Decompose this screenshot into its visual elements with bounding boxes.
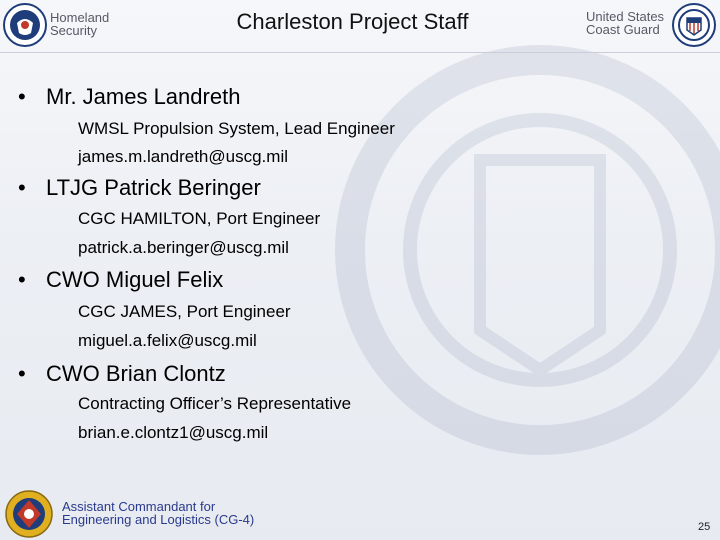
coast-guard-watermark-icon — [330, 30, 720, 470]
bullet-marker: • — [18, 361, 26, 386]
staff-name-item — [18, 84, 240, 110]
staff-name: Mr. James Landreth — [46, 84, 241, 109]
bullet-marker: • — [18, 84, 26, 109]
staff-role: Contracting Officer’s Representative — [78, 394, 352, 413]
staff-name: CWO Miguel Felix — [46, 267, 224, 292]
staff-name: LTJG Patrick Beringer — [46, 175, 261, 200]
staff-email[interactable]: brian.e.clontz1@uscg.mil — [78, 423, 269, 442]
bullet-marker: • — [18, 267, 26, 292]
cg4-seal-icon — [5, 490, 53, 538]
dhs-seal-icon — [3, 3, 47, 47]
dhs-org-line-1: Homeland — [50, 10, 110, 25]
uscg-seal-icon — [672, 3, 716, 47]
uscg-org-line-2: Coast Guard — [586, 22, 660, 37]
staff-email[interactable]: miguel.a.felix@uscg.mil — [78, 331, 257, 350]
footer-org-line-1: Assistant Commandant for — [62, 499, 216, 514]
dhs-org-line-2: Security — [50, 23, 97, 38]
staff-name-item — [18, 267, 223, 293]
staff-name-item — [18, 175, 261, 201]
staff-role: CGC HAMILTON, Port Engineer — [78, 209, 321, 228]
staff-name: CWO Brian Clontz — [46, 361, 226, 386]
footer-org-label — [62, 500, 254, 526]
staff-email[interactable]: james.m.landreth@uscg.mil — [78, 147, 288, 166]
page-title: Charleston Project Staff — [236, 9, 469, 34]
staff-name-item — [18, 361, 226, 387]
page-number: 25 — [698, 521, 711, 533]
uscg-org-line-1: United States — [586, 9, 665, 24]
footer-org-line-2: Engineering and Logistics (CG-4) — [62, 512, 255, 527]
staff-role: WMSL Propulsion System, Lead Engineer — [78, 119, 395, 138]
staff-role: CGC JAMES, Port Engineer — [78, 302, 291, 321]
uscg-org-label — [586, 10, 664, 36]
bullet-marker: • — [18, 175, 26, 200]
dhs-org-label — [50, 11, 109, 37]
header-divider — [0, 52, 720, 53]
staff-email[interactable]: patrick.a.beringer@uscg.mil — [78, 238, 289, 257]
